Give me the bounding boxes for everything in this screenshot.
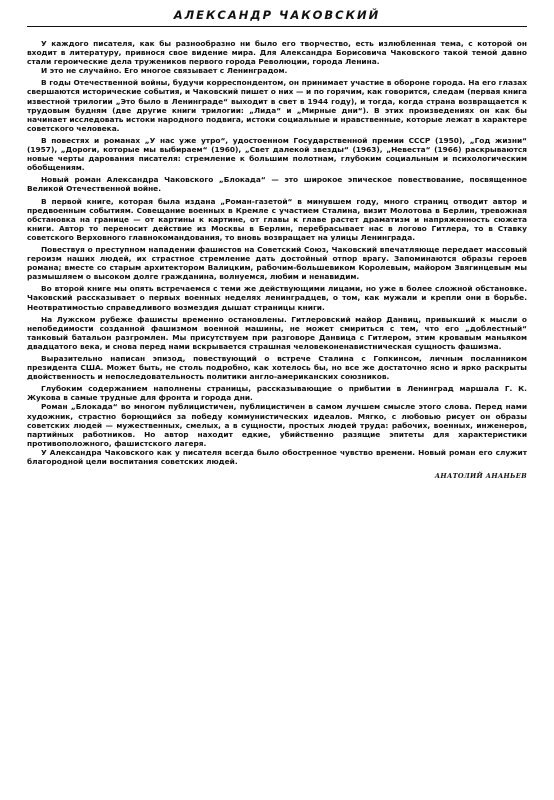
title-rule	[27, 26, 527, 27]
paragraph: Роман „Блокада“ во многом публицистичен, публицистичен в самом лучшем смысле этого слова. Перед нами художник, страстно борющийся за победу коммунистических идеалов. Мягко, с любовью рисует он образы советских людей — мужественных, смелых, а в сущности, простых людей труда: рабочих, военных, инженеров, партийных работников. Но автор находит едкие, убийственно разящие эпитеты для характеристики противоположного, фашистского лагеря.	[27, 402, 527, 448]
paragraph: У Александра Чаковского как у писателя всегда было обостренное чувство времени. Новый роман его служит благородной цели воспитания советских людей.	[27, 447, 527, 467]
paragraph: На Лужском рубеже фашисты временно остановлены. Гитлеровский майор Данвиц, привыкший к мысли о непобедимости созданной фашизмом военной машины, не может смириться с тем, что его „доблестный“ танковый батальон разгромлен. Мы присутствуем при разговоре Данвица с Гитлером, этим кровавым маньяком двадцатого века, и снова перед нами вскрывается страшная человеконенавистническая сущность фашизма.	[27, 314, 527, 351]
paragraph: И это не случайно. Его многое связывает с Ленинградом.	[41, 66, 288, 76]
paragraph: Повествуя о преступном нападении фашистов на Советский Союз, Чаковский впечатляюще передает массовый героизм наших людей, их страстное стремление дать достойный отпор врагу. Запоминаются образы героев романа; вместе со старым архитектором Валицким, рабочим-большевиком Королевым, майором Звягинцевым мы размышляем о высоком долге гражданина, волнуемся, любим и ненавидим.	[27, 244, 527, 282]
paragraph: В годы Отечественной войны, будучи корреспондентом, он принимает участие в обороне города. На его глазах свершаются исторические события, и Чаковский пишет о них — и по горячим, как говорится, следам (первая книга известной трилогии „Это было в Ленинграде“ выходит в свет в 1944 году), и тогда, когда страна возвращается к трудовым будням (две другие книги трилогии: „Лида“ и „Мирные дни“). В этих произведениях он как бы начинает исследовать истоки народного подвига, истоки социальные и нравственные, которые лежат в характере советского человека.	[27, 78, 527, 133]
article-body	[27, 39, 527, 466]
paragraph: Новый роман Александра Чаковского „Блокада“ — это широкое эпическое повествование, посвященное Великой Отечественной войне.	[27, 175, 527, 194]
paragraph: В первой книге, которая была издана „Роман-газетой“ в минувшем году, много страниц отводит автор и предвоенным событиям. Совещание военных в Кремле с участием Сталина, визит Молотова в Берлин, тревожная обстановка на границе — от картины к картине, от главы к главе растет драматизм и напряженность сюжета книги. Автор то переносит действие из Москвы в Берлин, перебрасывает нас в логово Гитлера, то в Ставку советского Верховного главнокомандования, то вновь возвращает на улицы Ленинграда.	[27, 196, 527, 242]
author-signature: АНАТОЛИЙ АНАНЬЕВ	[434, 472, 527, 481]
paragraph: Во второй книге мы опять встречаемся с теми же действующими лицами, но уже в более сложной обстановке. Чаковский рассказывает о первых военных неделях ленинградцев, о том, как мужали и крепли они в борьбе. Неотвратимостью справедливого возмездия дышат страницы книги.	[27, 284, 527, 312]
article-page	[27, 0, 527, 800]
article-title: АЛЕКСАНДР ЧАКОВСКИЙ	[173, 8, 381, 22]
paragraph: Глубоким содержанием наполнены страницы, рассказывающие о прибытии в Ленинград маршала Г. К. Жукова в самые трудные для фронта и города дни.	[27, 384, 527, 403]
paragraph: В повестях и романах „У нас уже утро“, удостоенном Государственной премии СССР (1950), „Год жизни“ (1957), „Дороги, которые мы выбираем“ (1960), „Свет далекой звезды“ (1963), „Невеста“ (1966) раскрываются новые черты дарования писателя: стремление к большим полотнам, глубоким социальным и психологическим обобщениям.	[27, 135, 527, 173]
paragraph: У каждого писателя, как бы разнообразно ни было его творчество, есть излюбленная тема, с которой он входит в литературу, привнося свое видение мира. Для Александра Борисовича Чаковского такой темой давно стали героические дела тружеников первого города Революции, города Ленина.	[27, 39, 527, 67]
paragraph: Выразительно написан эпизод, повествующий о встрече Сталина с Гопкинсом, личным посланником президента США. Может быть, не столь подробно, как хотелось бы, но все же достаточно ясно и ярко раскрыты двойственность и непоследовательность политики англо-американских союзников.	[27, 354, 527, 382]
